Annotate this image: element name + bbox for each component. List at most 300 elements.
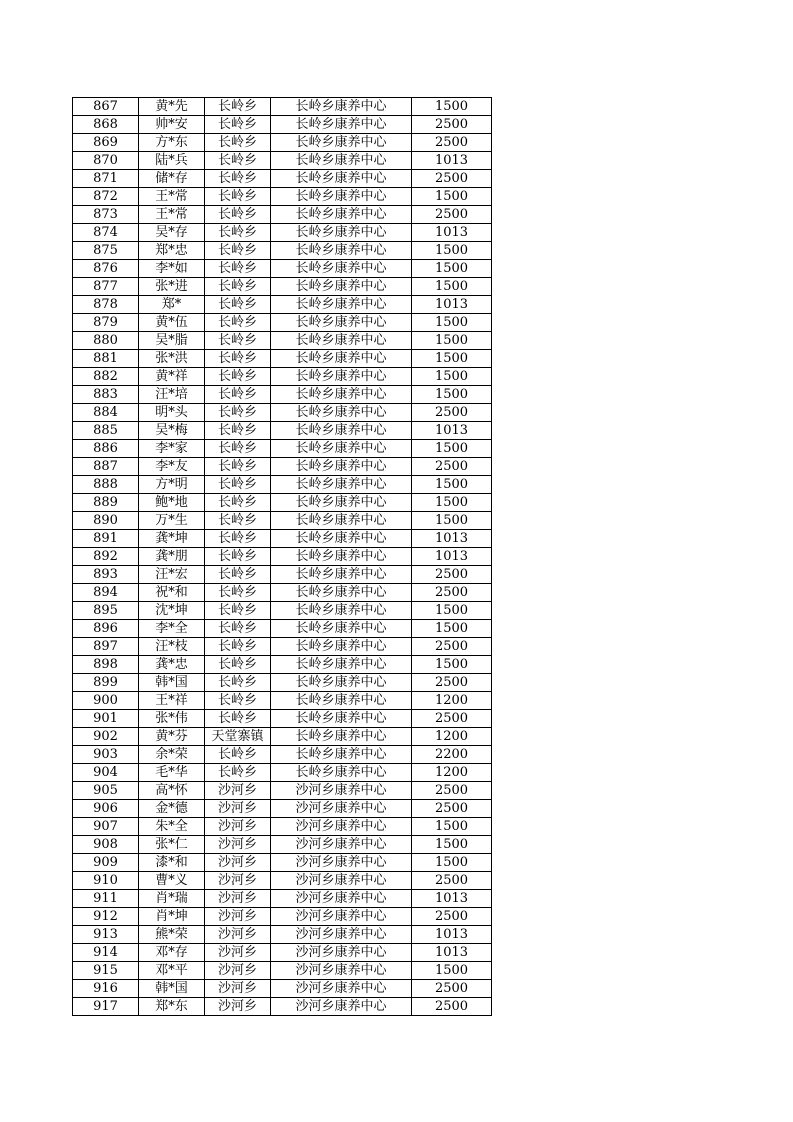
cell-amount: 2500 [412,872,492,890]
cell-institution: 长岭乡康养中心 [271,260,412,278]
cell-index: 870 [73,152,139,170]
cell-institution: 长岭乡康养中心 [271,548,412,566]
cell-name: 高*怀 [139,782,205,800]
cell-name: 肖*瑞 [139,890,205,908]
cell-township: 长岭乡 [205,674,271,692]
cell-township: 长岭乡 [205,566,271,584]
cell-institution: 长岭乡康养中心 [271,368,412,386]
cell-name: 黄*芬 [139,728,205,746]
cell-name: 王*常 [139,206,205,224]
table-row [73,800,492,818]
table-row [73,782,492,800]
cell-index: 892 [73,548,139,566]
cell-township: 长岭乡 [205,494,271,512]
cell-township: 沙河乡 [205,926,271,944]
cell-name: 龚*忠 [139,656,205,674]
cell-institution: 长岭乡康养中心 [271,386,412,404]
cell-index: 868 [73,116,139,134]
cell-institution: 沙河乡康养中心 [271,926,412,944]
cell-index: 902 [73,728,139,746]
cell-township: 长岭乡 [205,116,271,134]
table-row [73,872,492,890]
table-row [73,422,492,440]
cell-amount: 2500 [412,782,492,800]
table-row [73,980,492,998]
table-row [73,818,492,836]
cell-amount: 1500 [412,620,492,638]
cell-index: 873 [73,206,139,224]
cell-index: 916 [73,980,139,998]
cell-name: 汪*枝 [139,638,205,656]
cell-name: 方*东 [139,134,205,152]
cell-township: 沙河乡 [205,800,271,818]
cell-name: 李*友 [139,458,205,476]
cell-institution: 沙河乡康养中心 [271,836,412,854]
cell-name: 邓*存 [139,944,205,962]
cell-index: 879 [73,314,139,332]
cell-amount: 2500 [412,998,492,1016]
cell-name: 方*明 [139,476,205,494]
cell-index: 900 [73,692,139,710]
cell-township: 沙河乡 [205,908,271,926]
table-row [73,116,492,134]
cell-amount: 1500 [412,350,492,368]
cell-institution: 长岭乡康养中心 [271,440,412,458]
cell-institution: 长岭乡康养中心 [271,332,412,350]
cell-amount: 2500 [412,170,492,188]
cell-institution: 长岭乡康养中心 [271,422,412,440]
cell-index: 898 [73,656,139,674]
cell-amount: 1500 [412,98,492,116]
cell-institution: 长岭乡康养中心 [271,476,412,494]
table-row [73,854,492,872]
cell-institution: 长岭乡康养中心 [271,296,412,314]
cell-institution: 沙河乡康养中心 [271,962,412,980]
cell-name: 熊*荣 [139,926,205,944]
cell-name: 李*如 [139,260,205,278]
cell-name: 郑* [139,296,205,314]
cell-township: 沙河乡 [205,962,271,980]
cell-index: 872 [73,188,139,206]
cell-name: 万*生 [139,512,205,530]
cell-amount: 1500 [412,602,492,620]
cell-index: 907 [73,818,139,836]
cell-index: 910 [73,872,139,890]
cell-institution: 沙河乡康养中心 [271,818,412,836]
table-row [73,674,492,692]
cell-name: 陆*兵 [139,152,205,170]
table-row [73,746,492,764]
cell-township: 长岭乡 [205,224,271,242]
cell-township: 长岭乡 [205,692,271,710]
cell-township: 沙河乡 [205,872,271,890]
cell-township: 长岭乡 [205,332,271,350]
table-row [73,152,492,170]
cell-index: 871 [73,170,139,188]
cell-township: 长岭乡 [205,530,271,548]
cell-index: 884 [73,404,139,422]
cell-name: 明*头 [139,404,205,422]
cell-township: 沙河乡 [205,782,271,800]
cell-index: 875 [73,242,139,260]
cell-index: 881 [73,350,139,368]
cell-name: 张*洪 [139,350,205,368]
cell-amount: 1500 [412,386,492,404]
cell-amount: 2200 [412,746,492,764]
cell-township: 长岭乡 [205,764,271,782]
cell-amount: 1013 [412,926,492,944]
cell-township: 长岭乡 [205,206,271,224]
cell-township: 长岭乡 [205,386,271,404]
cell-amount: 1500 [412,332,492,350]
cell-name: 汪*培 [139,386,205,404]
table-row [73,530,492,548]
cell-amount: 1013 [412,548,492,566]
cell-institution: 长岭乡康养中心 [271,188,412,206]
cell-amount: 1500 [412,818,492,836]
cell-index: 869 [73,134,139,152]
table-row [73,206,492,224]
cell-index: 899 [73,674,139,692]
cell-name: 黄*祥 [139,368,205,386]
cell-township: 长岭乡 [205,134,271,152]
cell-township: 沙河乡 [205,854,271,872]
cell-index: 912 [73,908,139,926]
cell-name: 郑*忠 [139,242,205,260]
cell-name: 肖*坤 [139,908,205,926]
cell-amount: 1200 [412,692,492,710]
cell-institution: 长岭乡康养中心 [271,530,412,548]
cell-township: 长岭乡 [205,476,271,494]
cell-index: 886 [73,440,139,458]
table-row [73,458,492,476]
cell-institution: 长岭乡康养中心 [271,710,412,728]
table-row [73,512,492,530]
cell-township: 长岭乡 [205,746,271,764]
cell-amount: 1500 [412,368,492,386]
cell-amount: 2500 [412,134,492,152]
cell-amount: 1500 [412,278,492,296]
cell-name: 龚*朋 [139,548,205,566]
cell-amount: 2500 [412,800,492,818]
cell-township: 沙河乡 [205,998,271,1016]
cell-township: 长岭乡 [205,188,271,206]
cell-name: 祝*和 [139,584,205,602]
cell-index: 882 [73,368,139,386]
cell-index: 889 [73,494,139,512]
cell-township: 长岭乡 [205,458,271,476]
table-row [73,278,492,296]
cell-township: 长岭乡 [205,368,271,386]
table-row [73,332,492,350]
cell-index: 913 [73,926,139,944]
cell-institution: 长岭乡康养中心 [271,224,412,242]
cell-index: 917 [73,998,139,1016]
table-row [73,656,492,674]
cell-amount: 1013 [412,530,492,548]
cell-amount: 1013 [412,224,492,242]
cell-township: 长岭乡 [205,638,271,656]
cell-amount: 1013 [412,422,492,440]
cell-institution: 沙河乡康养中心 [271,890,412,908]
cell-amount: 1200 [412,764,492,782]
table-row [73,836,492,854]
table-row [73,908,492,926]
table-row [73,494,492,512]
cell-township: 长岭乡 [205,512,271,530]
cell-index: 890 [73,512,139,530]
cell-amount: 1500 [412,242,492,260]
table-row [73,476,492,494]
cell-township: 长岭乡 [205,296,271,314]
cell-institution: 长岭乡康养中心 [271,350,412,368]
cell-institution: 沙河乡康养中心 [271,998,412,1016]
cell-name: 郑*东 [139,998,205,1016]
cell-township: 长岭乡 [205,170,271,188]
table-row [73,386,492,404]
table-row [73,602,492,620]
table-row [73,638,492,656]
cell-amount: 1500 [412,854,492,872]
cell-institution: 长岭乡康养中心 [271,584,412,602]
cell-township: 长岭乡 [205,440,271,458]
cell-township: 长岭乡 [205,314,271,332]
cell-name: 黄*伍 [139,314,205,332]
table-row [73,170,492,188]
cell-index: 897 [73,638,139,656]
cell-name: 余*荣 [139,746,205,764]
cell-township: 天堂寨镇 [205,728,271,746]
cell-township: 长岭乡 [205,152,271,170]
cell-name: 曹*义 [139,872,205,890]
cell-township: 长岭乡 [205,422,271,440]
cell-index: 906 [73,800,139,818]
cell-township: 沙河乡 [205,818,271,836]
cell-amount: 2500 [412,116,492,134]
cell-index: 877 [73,278,139,296]
cell-institution: 沙河乡康养中心 [271,782,412,800]
table-row [73,98,492,116]
cell-name: 韩*国 [139,980,205,998]
table-row [73,368,492,386]
cell-institution: 长岭乡康养中心 [271,278,412,296]
table-row [73,566,492,584]
cell-amount: 2500 [412,980,492,998]
cell-institution: 长岭乡康养中心 [271,638,412,656]
cell-institution: 长岭乡康养中心 [271,602,412,620]
table-row [73,926,492,944]
table-row [73,134,492,152]
cell-amount: 1500 [412,440,492,458]
cell-amount: 1500 [412,962,492,980]
table-row [73,584,492,602]
cell-amount: 1013 [412,296,492,314]
table-row [73,728,492,746]
table-row [73,224,492,242]
cell-township: 长岭乡 [205,278,271,296]
cell-name: 吴*脂 [139,332,205,350]
cell-township: 长岭乡 [205,260,271,278]
cell-township: 长岭乡 [205,350,271,368]
table-row [73,350,492,368]
cell-name: 邓*平 [139,962,205,980]
cell-institution: 长岭乡康养中心 [271,116,412,134]
table-row [73,404,492,422]
cell-amount: 1013 [412,890,492,908]
cell-name: 张*仁 [139,836,205,854]
cell-institution: 沙河乡康养中心 [271,872,412,890]
table-row [73,890,492,908]
cell-institution: 长岭乡康养中心 [271,728,412,746]
cell-township: 长岭乡 [205,98,271,116]
cell-institution: 沙河乡康养中心 [271,800,412,818]
cell-amount: 2500 [412,908,492,926]
cell-amount: 1500 [412,476,492,494]
cell-amount: 2500 [412,206,492,224]
cell-index: 903 [73,746,139,764]
cell-amount: 1500 [412,260,492,278]
cell-township: 长岭乡 [205,584,271,602]
cell-institution: 长岭乡康养中心 [271,314,412,332]
cell-name: 吴*梅 [139,422,205,440]
cell-institution: 长岭乡康养中心 [271,566,412,584]
cell-township: 长岭乡 [205,242,271,260]
cell-township: 沙河乡 [205,836,271,854]
cell-township: 长岭乡 [205,620,271,638]
cell-index: 891 [73,530,139,548]
cell-amount: 2500 [412,566,492,584]
cell-index: 915 [73,962,139,980]
cell-index: 880 [73,332,139,350]
cell-institution: 长岭乡康养中心 [271,98,412,116]
cell-name: 韩*国 [139,674,205,692]
data-table [72,97,492,1016]
cell-institution: 沙河乡康养中心 [271,854,412,872]
cell-index: 914 [73,944,139,962]
table-row [73,998,492,1016]
cell-index: 885 [73,422,139,440]
cell-index: 901 [73,710,139,728]
cell-index: 887 [73,458,139,476]
cell-amount: 1013 [412,152,492,170]
cell-name: 储*存 [139,170,205,188]
cell-name: 李*家 [139,440,205,458]
table-row [73,314,492,332]
cell-township: 沙河乡 [205,890,271,908]
cell-index: 888 [73,476,139,494]
table-row [73,242,492,260]
cell-name: 黄*先 [139,98,205,116]
cell-name: 帅*安 [139,116,205,134]
cell-index: 896 [73,620,139,638]
cell-institution: 长岭乡康养中心 [271,206,412,224]
cell-index: 908 [73,836,139,854]
cell-index: 909 [73,854,139,872]
cell-name: 漆*和 [139,854,205,872]
cell-institution: 长岭乡康养中心 [271,404,412,422]
cell-amount: 2500 [412,674,492,692]
cell-amount: 1200 [412,728,492,746]
table-row [73,260,492,278]
cell-township: 长岭乡 [205,710,271,728]
cell-index: 905 [73,782,139,800]
cell-amount: 2500 [412,584,492,602]
table-row [73,188,492,206]
cell-index: 904 [73,764,139,782]
cell-name: 李*全 [139,620,205,638]
cell-institution: 长岭乡康养中心 [271,134,412,152]
cell-name: 张*伟 [139,710,205,728]
cell-name: 汪*宏 [139,566,205,584]
cell-institution: 长岭乡康养中心 [271,656,412,674]
cell-institution: 长岭乡康养中心 [271,242,412,260]
cell-amount: 2500 [412,458,492,476]
cell-name: 王*祥 [139,692,205,710]
table-row [73,440,492,458]
cell-institution: 长岭乡康养中心 [271,512,412,530]
table-row [73,548,492,566]
cell-institution: 长岭乡康养中心 [271,170,412,188]
table-row [73,620,492,638]
cell-institution: 长岭乡康养中心 [271,746,412,764]
table-row [73,962,492,980]
cell-index: 883 [73,386,139,404]
cell-name: 王*常 [139,188,205,206]
cell-index: 876 [73,260,139,278]
cell-township: 长岭乡 [205,602,271,620]
cell-institution: 长岭乡康养中心 [271,620,412,638]
cell-index: 894 [73,584,139,602]
cell-index: 895 [73,602,139,620]
cell-institution: 长岭乡康养中心 [271,692,412,710]
cell-institution: 沙河乡康养中心 [271,980,412,998]
cell-index: 893 [73,566,139,584]
cell-index: 867 [73,98,139,116]
table-body [73,98,492,1016]
cell-index: 878 [73,296,139,314]
table-row [73,764,492,782]
cell-amount: 1500 [412,188,492,206]
cell-name: 朱*全 [139,818,205,836]
table-row [73,944,492,962]
table-row [73,710,492,728]
cell-amount: 1500 [412,494,492,512]
cell-amount: 1500 [412,836,492,854]
cell-township: 长岭乡 [205,548,271,566]
cell-township: 沙河乡 [205,944,271,962]
cell-township: 长岭乡 [205,656,271,674]
cell-index: 911 [73,890,139,908]
cell-amount: 2500 [412,710,492,728]
cell-name: 吴*存 [139,224,205,242]
cell-institution: 长岭乡康养中心 [271,674,412,692]
cell-institution: 长岭乡康养中心 [271,458,412,476]
cell-name: 沈*坤 [139,602,205,620]
table-row [73,692,492,710]
cell-name: 龚*坤 [139,530,205,548]
cell-amount: 1500 [412,656,492,674]
cell-institution: 长岭乡康养中心 [271,494,412,512]
cell-amount: 2500 [412,404,492,422]
cell-township: 沙河乡 [205,980,271,998]
cell-township: 长岭乡 [205,404,271,422]
cell-amount: 2500 [412,638,492,656]
table-row [73,296,492,314]
cell-amount: 1500 [412,314,492,332]
cell-name: 张*进 [139,278,205,296]
cell-institution: 沙河乡康养中心 [271,944,412,962]
cell-institution: 沙河乡康养中心 [271,908,412,926]
